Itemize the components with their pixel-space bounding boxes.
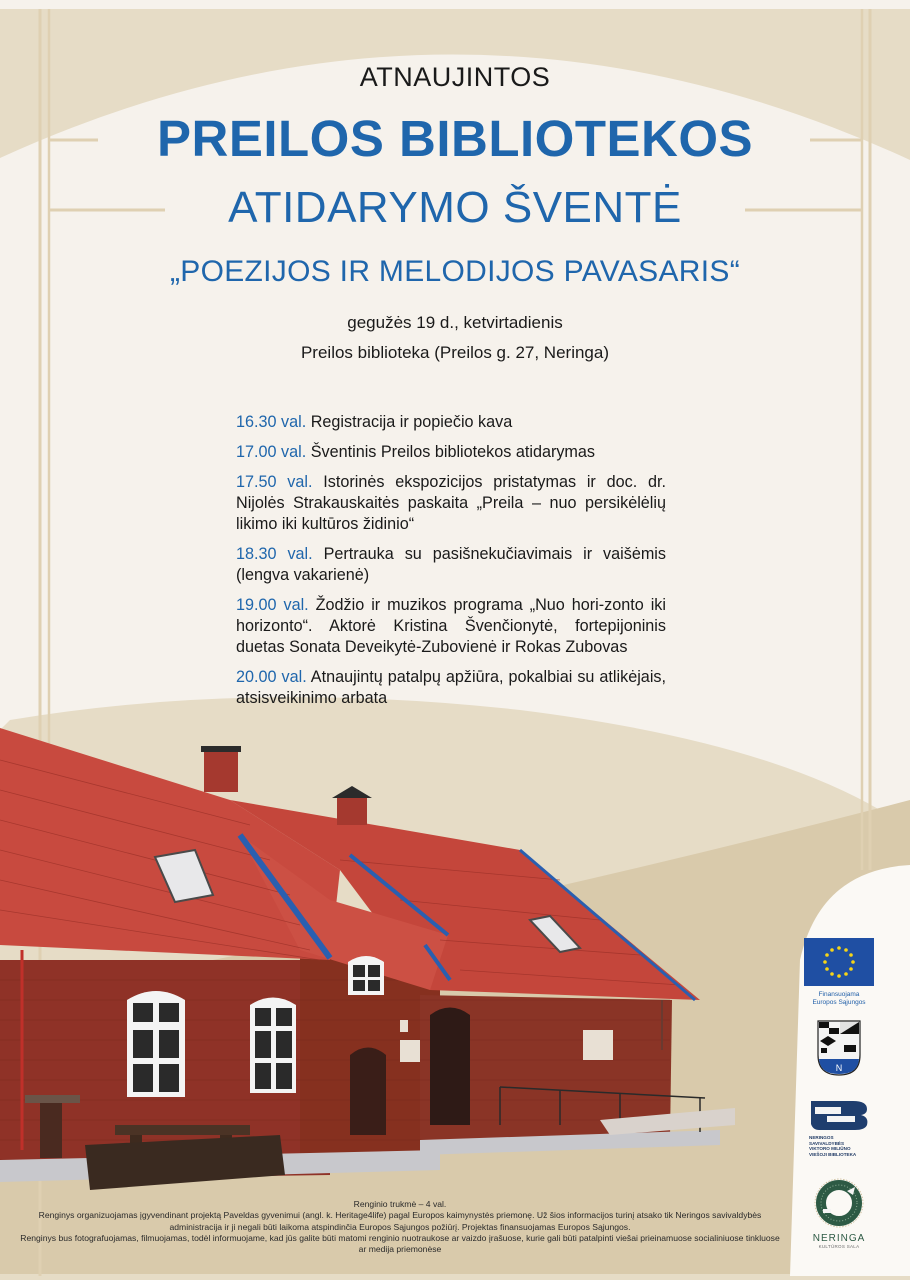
window-1 [127, 991, 185, 1097]
sponsor-logos [800, 938, 878, 1249]
library-caption-1: NERINGOS SAVIVALDYBĖS [809, 1135, 845, 1146]
door-1 [350, 1048, 386, 1136]
coat-of-arms-icon [816, 1019, 862, 1077]
footer-note [20, 1199, 780, 1255]
schedule-time: 17.50 val. [236, 473, 313, 491]
eu-flag-logo [804, 938, 874, 986]
schedule-text: Pertrauka su pasišnekučiavimais ir vaišėmis (lengva vakarienė) [236, 545, 666, 584]
neringa-title: NERINGA [812, 1233, 866, 1245]
schedule-item [236, 595, 666, 658]
schedule-time: 17.00 val. [236, 443, 307, 461]
chimney-2 [337, 795, 367, 825]
event-place: Preilos biblioteka (Preilos g. 27, Neringa) [300, 343, 610, 362]
eu-caption-2: Europos Sąjungos [812, 999, 866, 1006]
footer-duration: Renginio trukmė – 4 val. [353, 1199, 447, 1209]
schedule-item [236, 667, 666, 709]
eu-stars-icon [804, 938, 874, 986]
neringa-subtitle: KULTŪROS SALA [818, 1244, 860, 1250]
chimney-1 [204, 750, 238, 792]
schedule-time: 19.00 val. [236, 596, 309, 614]
pre-title: ATNAUJINTOS [359, 62, 551, 92]
sign-board [25, 1095, 80, 1103]
main-title: PREILOS BIBLIOTEKOS [156, 110, 754, 167]
library-caption-2: VIKTORO MILIŪNO [809, 1146, 851, 1152]
subtitle: ATIDARYMO ŠVENTĖ [228, 183, 682, 232]
schedule-item [236, 412, 666, 433]
schedule-item [236, 544, 666, 586]
schedule-text: Šventinis Preilos bibliotekos atidarymas [310, 443, 596, 461]
footer-photo-note: Renginys bus fotografuojamas, filmuojamas, todėl informuojame, kad jūs galite būti matomi renginio nuotraukose ar vaizdo įrašuose, kurie gali būti patalpinti viešai prieinamuose socialiniuose tinkluose ar medija priemonėse [20, 1232, 780, 1255]
library-logo-icon [809, 1099, 869, 1131]
door-2 [430, 1008, 470, 1126]
event-date: gegužės 19 d., ketvirtadienis [347, 313, 563, 332]
coat-letter: N [835, 1063, 843, 1073]
schedule-time: 18.30 val. [236, 545, 313, 563]
schedule-item [236, 472, 666, 535]
window-attic [348, 956, 384, 995]
eu-caption-1: Finansuojama [818, 991, 860, 998]
schedule-item [236, 442, 666, 463]
schedule-time: 20.00 val. [236, 668, 307, 686]
library-logo [809, 1099, 869, 1157]
schedule-text: Istorinės ekspozicijos pristatymas ir doc. dr. Nijolės Strakauskaitės paskaita „Preila – nuo persikėlėlių likimo iki kultūros židinio“ [236, 473, 666, 533]
event-name: „POEZIJOS IR MELODIJOS PAVASARIS“ [170, 255, 740, 288]
footer-funding-note: Renginys organizuojamas įgyvendinant projektą Paveldas gyvenimui (angl. k. Heritage4life) pagal Europos kaimynystės priemonę. Už šios informacijos turinį atsako tik Neringos savivaldybės administracija ir ji negali būti laikoma atspindinčia Europos Sąjungos požiūrį. Projektas finansuojamas Europos Sąjungos. [38, 1210, 762, 1232]
schedule-time: 16.30 val. [236, 413, 307, 431]
schedule-text: Žodžio ir muzikos programa „Nuo hori-zonto iki horizonto“. Aktorė Kristina Švenčionytė, fortepijoninis duetas Sonata Deveikytė-Zubovienė ir Rokas Zubovas [236, 596, 667, 656]
picnic-table [115, 1125, 250, 1135]
library-caption-3: VIEŠOJI BIBLIOTEKA [809, 1151, 857, 1157]
neringa-coat-of-arms [816, 1019, 862, 1077]
schedule-text: Registracija ir popiečio kava [310, 413, 513, 431]
window-2 [250, 998, 296, 1094]
schedule [236, 412, 666, 718]
neringa-wreath-icon [813, 1177, 865, 1229]
schedule-text: Atnaujintų patalpų apžiūra, pokalbiai su atlikėjais, atsisveikinimo arbata [236, 668, 667, 707]
neringa-logo [807, 1177, 871, 1249]
